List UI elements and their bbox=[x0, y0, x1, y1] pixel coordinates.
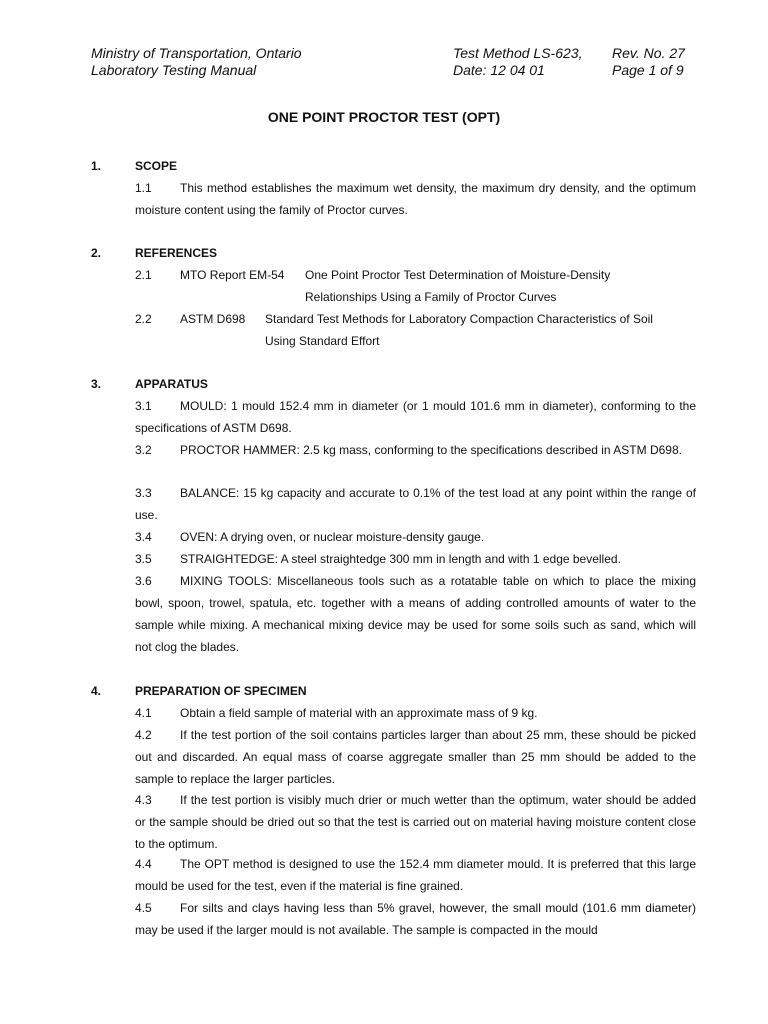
paragraph-text: MIXING TOOLS: Miscellaneous tools such as a rotatable table on which to place the mixing bowl, spoon, trowel, spatula, etc. together with a means of adding controlled amounts of water to the sample while mixing. A mechanical mixing device may be used for some soils such as sand, which will not clog the blades. bbox=[135, 574, 696, 654]
paragraph-3-4 bbox=[135, 526, 696, 548]
section-number: 3. bbox=[91, 377, 102, 391]
reference-title-line: Relationships Using a Family of Proctor Curves bbox=[305, 290, 557, 304]
paragraph-text: The OPT method is designed to use the 152.4 mm diameter mould. It is preferred that this large mould be used for the test, even if the material is fine grained. bbox=[135, 857, 696, 893]
paragraph-number: 4.2 bbox=[135, 728, 152, 742]
reference-title-line: Using Standard Effort bbox=[265, 334, 380, 348]
paragraph-number: 4.3 bbox=[135, 793, 152, 807]
header-page: Page 1 of 9 bbox=[612, 62, 684, 78]
header-ministry: Ministry of Transportation, Ontario bbox=[91, 45, 302, 61]
section-heading-preparation: PREPARATION OF SPECIMEN bbox=[135, 684, 307, 698]
header-rev: Rev. No. 27 bbox=[612, 45, 685, 61]
paragraph-text: MOULD: 1 mould 152.4 mm in diameter (or 1 mould 101.6 mm in diameter), conforming to the specifications of ASTM D698. bbox=[135, 399, 696, 435]
paragraph-text: If the test portion of the soil contains particles larger than about 25 mm, these should be picked out and discarded. An equal mass of coarse aggregate smaller than 25 mm should be added to the sample to replace the larger particles. bbox=[135, 728, 696, 786]
paragraph-3-6 bbox=[135, 570, 696, 658]
reference-number: 2.1 bbox=[135, 268, 152, 282]
reference-title-line: Standard Test Methods for Laboratory Compaction Characteristics of Soil bbox=[265, 312, 653, 326]
paragraph-3-3 bbox=[135, 482, 696, 526]
header-date: Date: 12 04 01 bbox=[453, 62, 545, 78]
paragraph-number: 3.3 bbox=[135, 486, 152, 500]
reference-title-line: One Point Proctor Test Determination of Moisture-Density bbox=[305, 268, 611, 282]
paragraph-4-3 bbox=[135, 789, 696, 855]
paragraph-4-2 bbox=[135, 724, 696, 790]
paragraph-number: 4.4 bbox=[135, 857, 152, 871]
paragraph-text: STRAIGHTEDGE: A steel straightedge 300 mm in length and with 1 edge bevelled. bbox=[180, 552, 621, 566]
paragraph-1-1 bbox=[135, 177, 696, 221]
header-right bbox=[612, 45, 697, 79]
header-test-method: Test Method LS-623, bbox=[453, 45, 583, 61]
paragraph-number: 3.1 bbox=[135, 399, 152, 413]
paragraph-text: This method establishes the maximum wet density, the maximum dry density, and the optimum moisture content using the family of Proctor curves. bbox=[135, 181, 696, 217]
section-number: 4. bbox=[91, 684, 102, 698]
reference-number: 2.2 bbox=[135, 312, 152, 326]
paragraph-number: 3.2 bbox=[135, 443, 152, 457]
paragraph-text: Obtain a field sample of material with an approximate mass of 9 kg. bbox=[180, 706, 538, 720]
paragraph-text: BALANCE: 15 kg capacity and accurate to 0.1% of the test load at any point within the range of use. bbox=[135, 486, 696, 522]
header-manual: Laboratory Testing Manual bbox=[91, 62, 257, 78]
paragraph-3-5 bbox=[135, 548, 696, 570]
paragraph-3-1 bbox=[135, 395, 696, 439]
paragraph-text: For silts and clays having less than 5% gravel, however, the small mould (101.6 mm diameter) may be used if the larger mould is not available. The sample is compacted in the mould bbox=[135, 901, 696, 937]
section-heading-apparatus: APPARATUS bbox=[135, 377, 208, 391]
paragraph-text: OVEN: A drying oven, or nuclear moisture-density gauge. bbox=[180, 530, 485, 544]
paragraph-number: 3.5 bbox=[135, 552, 152, 566]
paragraph-number: 1.1 bbox=[135, 181, 152, 195]
header-left bbox=[91, 45, 302, 79]
section-heading-scope: SCOPE bbox=[135, 159, 178, 173]
paragraph-text: PROCTOR HAMMER: 2.5 kg mass, conforming to the specifications described in ASTM D698. bbox=[180, 443, 682, 457]
paragraph-number: 3.6 bbox=[135, 574, 152, 588]
paragraph-4-5 bbox=[135, 897, 696, 941]
paragraph-number: 4.5 bbox=[135, 901, 152, 915]
section-heading-references: REFERENCES bbox=[135, 246, 218, 260]
document-title: ONE POINT PROCTOR TEST (OPT) bbox=[267, 109, 501, 125]
reference-code: ASTM D698 bbox=[180, 312, 246, 326]
header-middle bbox=[453, 45, 582, 79]
section-number: 1. bbox=[91, 159, 102, 173]
section-number: 2. bbox=[91, 246, 102, 260]
paragraph-text: If the test portion is visibly much drier or much wetter than the optimum, water should be added or the sample should be dried out so that the test is carried out on material having moisture content close to the optimum. bbox=[135, 793, 696, 851]
paragraph-number: 4.1 bbox=[135, 706, 152, 720]
paragraph-4-1 bbox=[135, 702, 696, 724]
paragraph-3-2 bbox=[135, 439, 696, 461]
reference-code: MTO Report EM-54 bbox=[180, 268, 285, 282]
paragraph-number: 3.4 bbox=[135, 530, 152, 544]
paragraph-4-4 bbox=[135, 853, 696, 897]
